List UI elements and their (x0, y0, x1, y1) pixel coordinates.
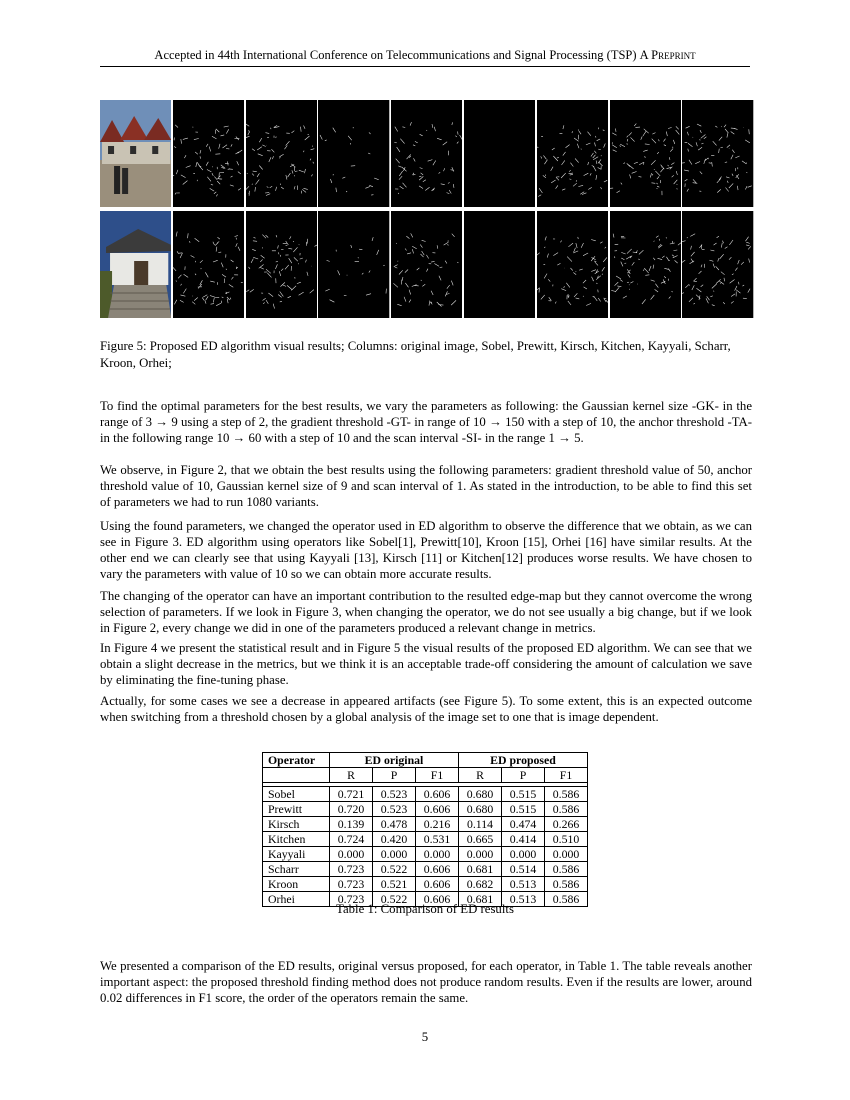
value-cell: 0.139 (330, 817, 373, 832)
value-cell: 0.420 (373, 832, 416, 847)
value-cell: 0.513 (502, 892, 545, 907)
value-cell: 0.510 (545, 832, 588, 847)
table-row (263, 817, 588, 832)
table-row (263, 832, 588, 847)
value-cell: 0.216 (416, 817, 459, 832)
table-header-row (263, 753, 588, 768)
value-cell: 0.478 (373, 817, 416, 832)
value-cell: 0.521 (373, 877, 416, 892)
value-cell: 0.114 (459, 817, 502, 832)
value-cell: 0.586 (545, 862, 588, 877)
subheader-cell: F1 (416, 768, 459, 783)
value-cell: 0.414 (502, 832, 545, 847)
panel-kroon-houses (610, 100, 681, 207)
paragraph-2: We observe, in Figure 2, that we obtain the best results using the following parameters: gradient threshold value of 50, anchor threshold value of 10, Gaussian kernel size of 9 and scan interval of 1. As stated in the introduction, to be able to find this set of parameters we had to run 1080 variants. (100, 463, 752, 509)
operator-cell: Orhei (263, 892, 330, 907)
table-row (263, 787, 588, 802)
results-table-wrap (262, 752, 588, 907)
header-preprint: A Preprint (639, 48, 696, 62)
value-cell: 0.682 (459, 877, 502, 892)
running-header (100, 48, 750, 63)
value-cell: 0.606 (416, 802, 459, 817)
panel-scharr-temple (537, 211, 608, 318)
value-cell: 0.000 (330, 847, 373, 862)
value-cell: 0.515 (502, 802, 545, 817)
value-cell: 0.266 (545, 817, 588, 832)
value-cell: 0.000 (373, 847, 416, 862)
value-cell: 0.724 (330, 832, 373, 847)
panel-prewitt-houses (246, 100, 317, 207)
value-cell: 0.522 (373, 862, 416, 877)
panel-kayyali-temple (464, 211, 535, 318)
value-cell: 0.000 (545, 847, 588, 862)
table-subheader-row (263, 768, 588, 783)
value-cell: 0.586 (545, 787, 588, 802)
paragraph-1: To find the optimal parameters for the best results, we vary the parameters as following: the Gaussian kernel size -GK- in the range of 3 → 9 using a step of 2, the gradient threshold -GT- in range of 10 → 150 with a step of 10, the anchor threshold -TA- in the following range 10 → 60 with a step of 10 and the scan interval -SI- in the range 1 → 5. (100, 399, 752, 445)
value-cell: 0.522 (373, 892, 416, 907)
value-cell: 0.721 (330, 787, 373, 802)
panel-orhei-houses (682, 100, 753, 207)
operator-cell: Kayyali (263, 847, 330, 862)
subheader-cell: P (502, 768, 545, 783)
operator-cell: Scharr (263, 862, 330, 877)
operator-cell: Sobel (263, 787, 330, 802)
table-row (263, 862, 588, 877)
subheader-cell: F1 (545, 768, 588, 783)
page-number: 5 (421, 1030, 429, 1044)
value-cell: 0.723 (330, 862, 373, 877)
value-cell: 0.606 (416, 892, 459, 907)
header-rule (100, 66, 750, 67)
panel-original-houses (100, 100, 171, 207)
figure-row-temple (100, 211, 754, 318)
value-cell: 0.523 (373, 802, 416, 817)
value-cell: 0.586 (545, 877, 588, 892)
value-cell: 0.513 (502, 877, 545, 892)
subheader-cell: R (459, 768, 502, 783)
value-cell: 0.681 (459, 862, 502, 877)
value-cell: 0.680 (459, 787, 502, 802)
subheader-cell: P (373, 768, 416, 783)
table-row (263, 847, 588, 862)
panel-kirsch-houses (318, 100, 389, 207)
panel-prewitt-temple (246, 211, 317, 318)
table-body (263, 787, 588, 907)
table-caption: Table 1: Comparison of ED results (336, 902, 514, 916)
value-cell: 0.474 (502, 817, 545, 832)
value-cell: 0.586 (545, 892, 588, 907)
subheader-empty (263, 768, 330, 783)
value-cell: 0.586 (545, 802, 588, 817)
value-cell: 0.723 (330, 877, 373, 892)
operator-cell: Kitchen (263, 832, 330, 847)
value-cell: 0.606 (416, 877, 459, 892)
value-cell: 0.681 (459, 892, 502, 907)
paragraph-5: In Figure 4 we present the statistical result and in Figure 5 the visual results of the proposed ED algorithm. We can see that we obtain a slight decrease in the metrics, but we think it is an acceptable trade-off considering the amount of calculation we save by eliminating the fine-tuning phase. (100, 641, 752, 687)
table-row (263, 802, 588, 817)
value-cell: 0.514 (502, 862, 545, 877)
panel-sobel-houses (173, 100, 244, 207)
value-cell: 0.720 (330, 802, 373, 817)
operator-cell: Prewitt (263, 802, 330, 817)
figure-row-houses (100, 100, 754, 207)
operator-cell: Kirsch (263, 817, 330, 832)
panel-kroon-temple (610, 211, 681, 318)
col-operator: Operator (263, 753, 330, 768)
table-row (263, 877, 588, 892)
panel-sobel-temple (173, 211, 244, 318)
paragraph-6: Actually, for some cases we see a decrease in appeared artifacts (see Figure 5). To some extent, this is an expected outcome when switching from a threshold chosen by a global analysis of the image set to one that is image dependent. (100, 694, 752, 724)
value-cell: 0.606 (416, 787, 459, 802)
panel-kirsch-temple (318, 211, 389, 318)
paragraph-4: The changing of the operator can have an important contribution to the resulted edge-map but they cannot overcome the wrong selection of parameters. If we look in Figure 3, when changing the operator, we do not see usually a big change, but if we look in Figure 2, every change we did in one of the parameters produced a relevant change in metrics. (100, 589, 752, 635)
panel-scharr-houses (537, 100, 608, 207)
value-cell: 0.606 (416, 862, 459, 877)
col-group-proposed: ED proposed (459, 753, 588, 768)
col-group-original: ED original (330, 753, 459, 768)
value-cell: 0.531 (416, 832, 459, 847)
subheader-cell: R (330, 768, 373, 783)
value-cell: 0.000 (502, 847, 545, 862)
panel-orhei-temple (682, 211, 753, 318)
figure-caption: Figure 5: Proposed ED algorithm visual results; Columns: original image, Sobel, Prewitt, Kirsch, Kitchen, Kayyali, Scharr, Kroon, Orhei; (100, 339, 731, 370)
results-table (262, 752, 588, 907)
value-cell: 0.000 (416, 847, 459, 862)
panel-kitchen-temple (391, 211, 462, 318)
value-cell: 0.523 (373, 787, 416, 802)
panel-original-temple (100, 211, 171, 318)
operator-cell: Kroon (263, 877, 330, 892)
panel-kitchen-houses (391, 100, 462, 207)
figure-5 (100, 100, 754, 322)
value-cell: 0.680 (459, 802, 502, 817)
panel-kayyali-houses (464, 100, 535, 207)
paragraph-3: Using the found parameters, we changed the operator used in ED algorithm to observe the difference that we obtain, as we can see in Figure 3. ED algorithm using operators like Sobel[1], Prewitt[10], Kroon [15], Orhei [16] have similar results. At the other end we can clearly see that using Kayyali [13], Kirsch [11] or Kitchen[12] produces worse results. We have chosen to vary the parameters with value of 10 so we can obtain more accurate results. (100, 519, 752, 581)
value-cell: 0.000 (459, 847, 502, 862)
paragraph-7: We presented a comparison of the ED results, original versus proposed, for each operator, in Table 1. The table reveals another important aspect: the proposed threshold finding method does not produce random results. Even if the results are lower, around 0.02 differences in F1 score, the order of the operators remain the same. (100, 959, 752, 1005)
header-conference: Accepted in 44th International Conference on Telecommunications and Signal Processing (TSP) (154, 48, 637, 62)
value-cell: 0.723 (330, 892, 373, 907)
value-cell: 0.515 (502, 787, 545, 802)
value-cell: 0.665 (459, 832, 502, 847)
